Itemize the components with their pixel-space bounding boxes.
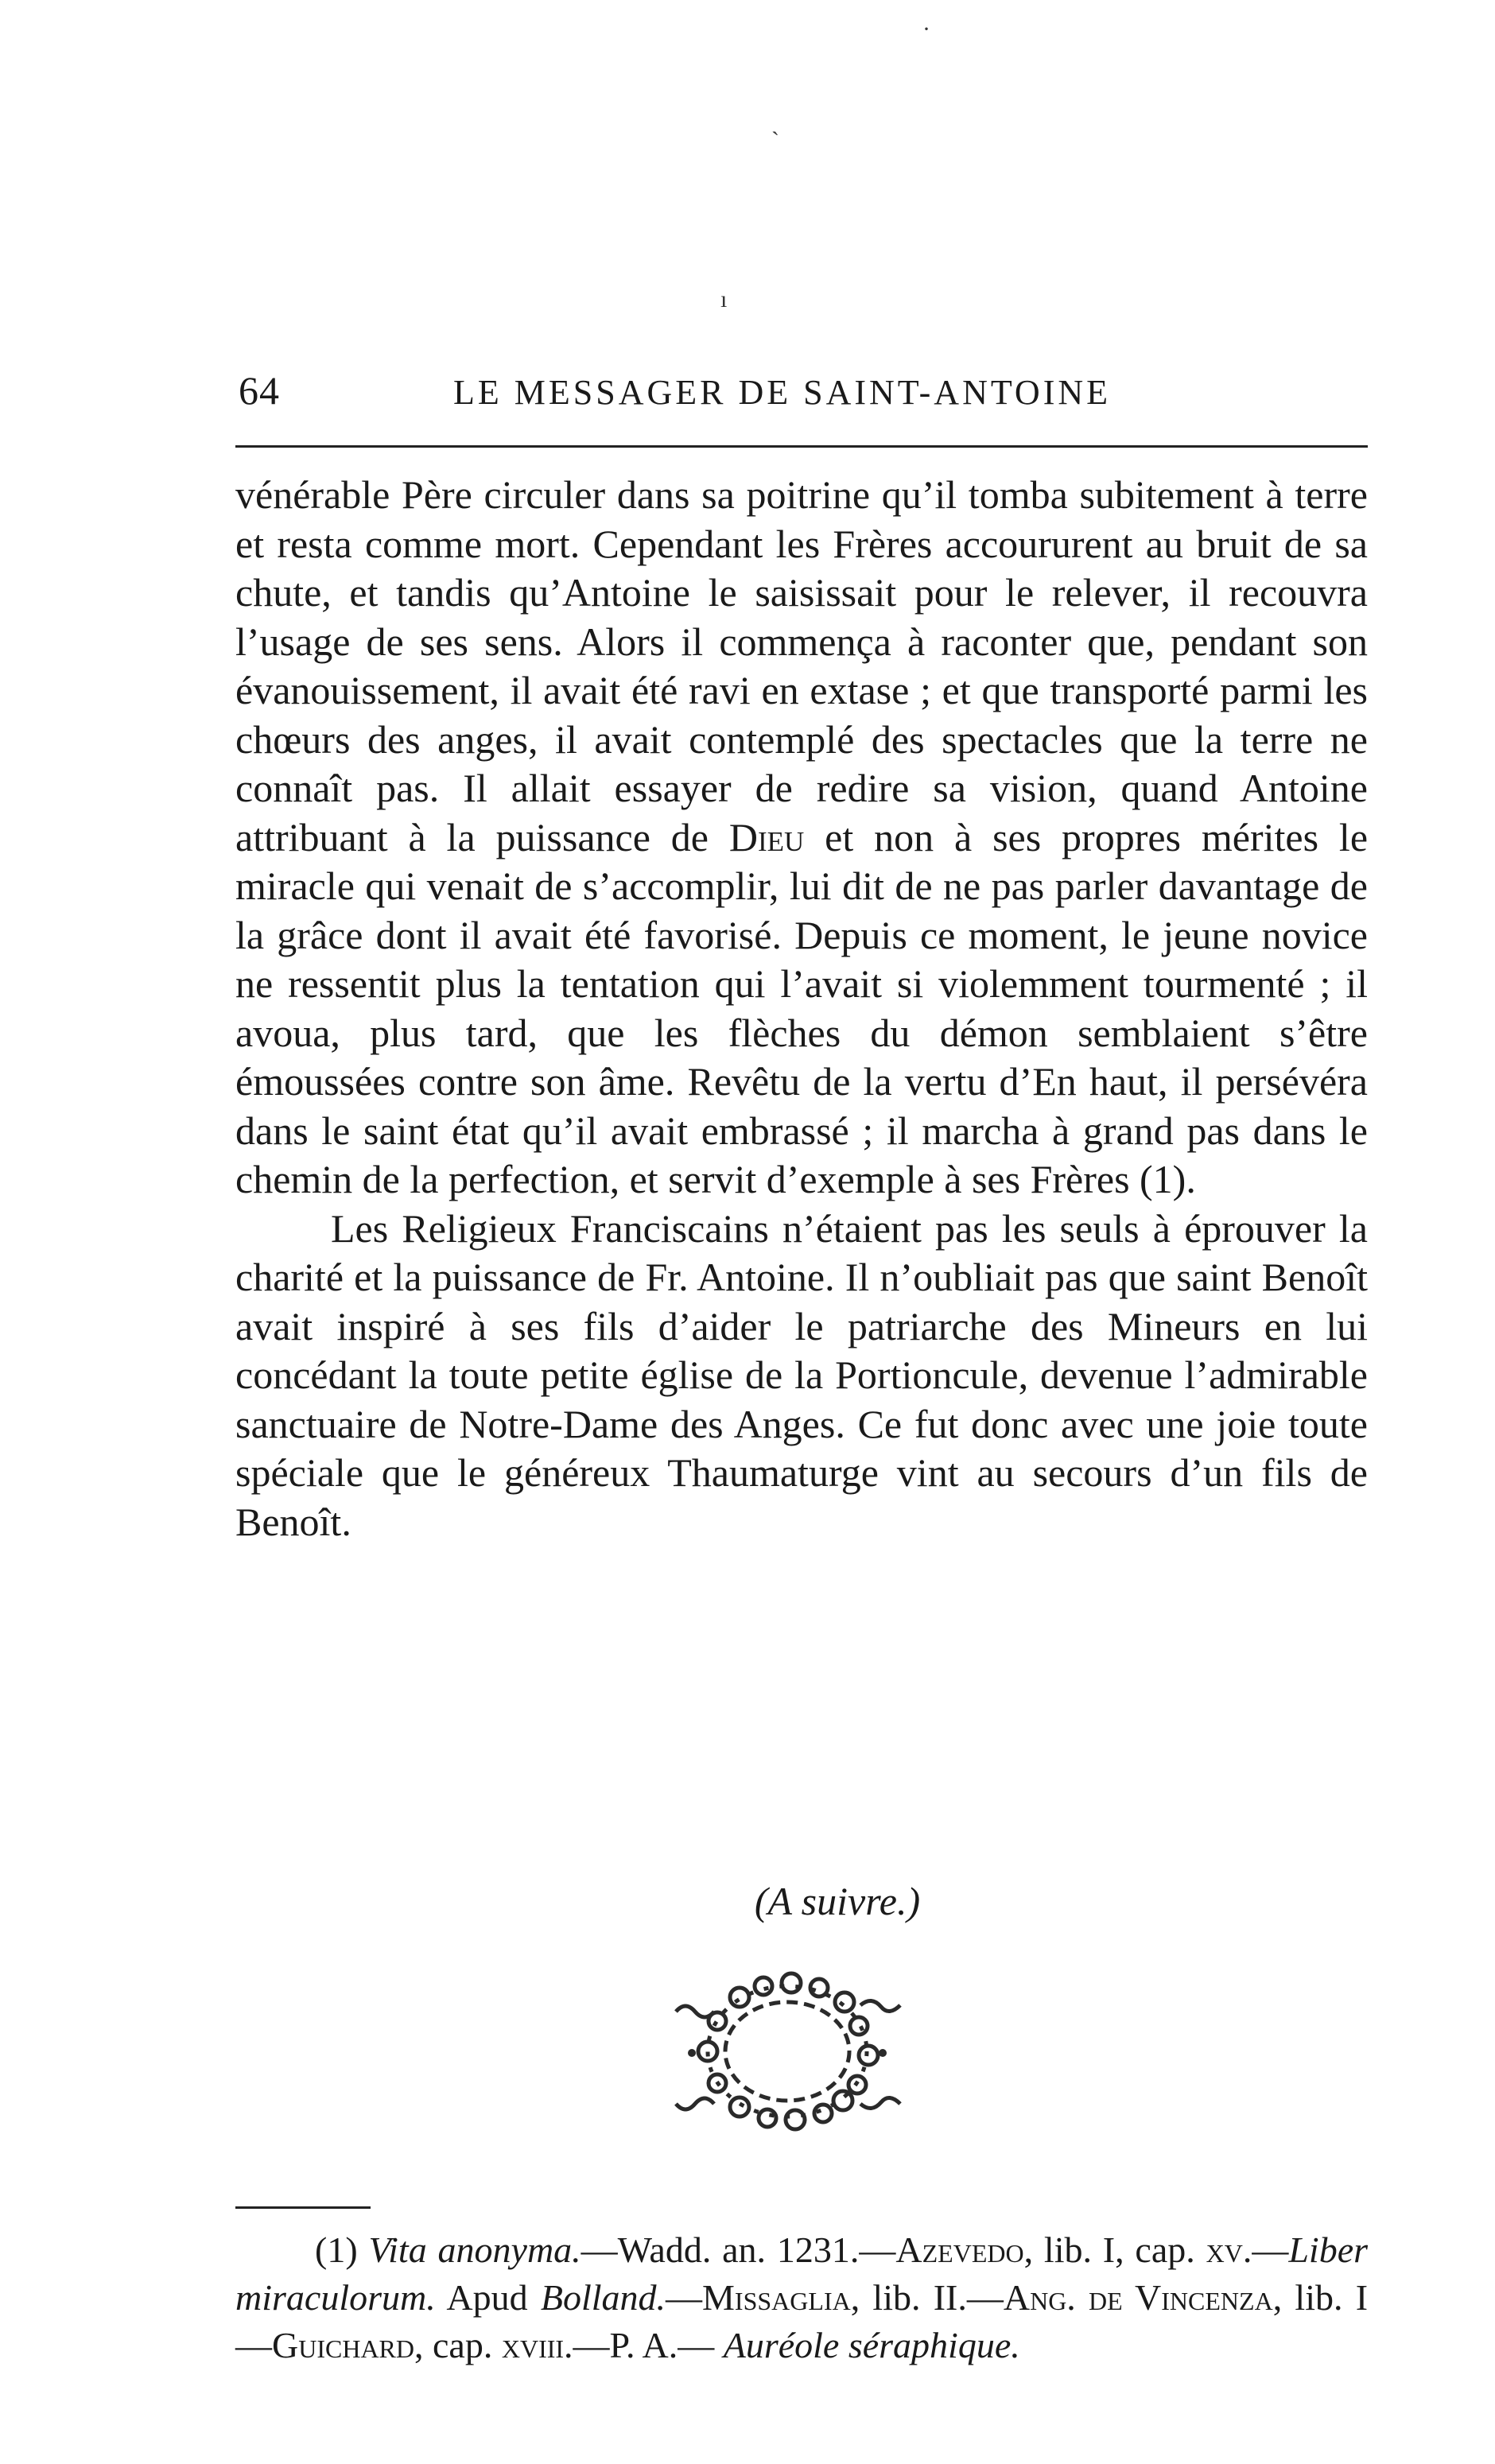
footnote-rule (235, 2206, 371, 2209)
footnote-text-9: .—P. A.— (564, 2325, 724, 2365)
footnote-cap-xviii: xviii (501, 2325, 565, 2365)
divine-name: Dieu (728, 814, 805, 859)
footnote-aureole: Auréole séraphique. (723, 2325, 1020, 2365)
footnote-text-4: Apud (435, 2277, 541, 2318)
footnote-text-5: — (666, 2277, 703, 2318)
footnote-liber: Liber miraculorum. (235, 2229, 1369, 2318)
continuation-note: (A suivre.) (754, 1879, 921, 1923)
paragraph-1-text-b: et non à ses propres mérites le miracle qui venait de s’accomplir, lui dit de ne pas parler davantage de la grâce dont il avait été favorisé. Depuis ce moment, le jeune novice ne ressentit plus la tentation qui l’avait si violemment tourmenté ; il avoua, plus tard, que les flèches du démon semblaient s’être émoussées contre son âme. Revêtu de la vertu d’En haut, il persévéra dans le saint état qu’il avait embrassé ; il marcha à grand pas dans le chemin de la perfection, et servit d’exemple à ses Frères (1). (235, 814, 1369, 1201)
footnote (235, 2226, 1368, 2369)
footnote-vita: Vita anonyma. (368, 2229, 581, 2270)
print-speck-top: · (922, 16, 930, 42)
paragraph-1 (235, 471, 1368, 1205)
print-speck-mid: ı (720, 286, 728, 312)
main-text (235, 471, 1368, 1546)
knotwork-wreath-ornament-icon (644, 1964, 930, 2139)
page-number: 64 (239, 368, 280, 413)
footnote-cap-xv: xv (1206, 2229, 1243, 2270)
paragraph-2: Les Religieux Franciscains n’étaient pas les seuls à éprouver la charité et la puissance de Fr. Antoine. Il n’oubliait pas que saint Benoît avait inspiré à ses fils d’aider le patriarche des Mineurs en lui concédant la toute petite église de la Portioncule, devenue l’admirable sanctuaire de Notre-Dame des Anges. Ce fut donc avec une joie toute spéciale que le généreux Thaumaturge vint au secours d’un fils de Benoît. (235, 1205, 1368, 1544)
footnote-text-1: —Wadd. an. 1231.— (581, 2229, 896, 2270)
footnote-text-2: , lib. I, cap. (1023, 2229, 1195, 2270)
footnote-marker: (1) (315, 2229, 358, 2270)
footnote-ang: Ang. de Vincenza (1003, 2277, 1273, 2318)
paragraph-1-text-a: vénérable Père circuler dans sa poitrine qu’il tomba subitement à terre et resta comme mort. Cependant les Frères accoururent au bruit de sa chute, et tandis qu’Antoine le saisissait pour le relever, il recouvra l’usage de ses sens. Alors il commença à raconter que, pendant son évanouissement, il avait été ravi en extase ; et que transporté parmi les chœurs des anges, il avait contemplé des spectacles que la terre ne connaît pas. Il allait essayer de redire sa vision, quand Antoine attribuant à la puissance de (235, 472, 1368, 859)
footnote-text-7: , lib. I — (235, 2277, 1369, 2365)
footnote-text-6: , lib. II.— (850, 2277, 1004, 2318)
header-rule (235, 445, 1368, 448)
footnote-bolland: Bolland. (540, 2277, 666, 2318)
footnote-text-3: .— (1242, 2229, 1289, 2270)
footnote-azevedo: Azevedo (895, 2229, 1024, 2270)
footnote-guichard: Guichard (272, 2325, 415, 2365)
running-head (239, 367, 1368, 423)
print-speck-upper: ˋ (771, 127, 779, 153)
running-title: LE MESSAGER DE SAINT-ANTOINE (453, 373, 1111, 412)
footnote-missaglia: Missaglia (702, 2277, 851, 2318)
footnote-text-8: , cap. (414, 2325, 493, 2365)
